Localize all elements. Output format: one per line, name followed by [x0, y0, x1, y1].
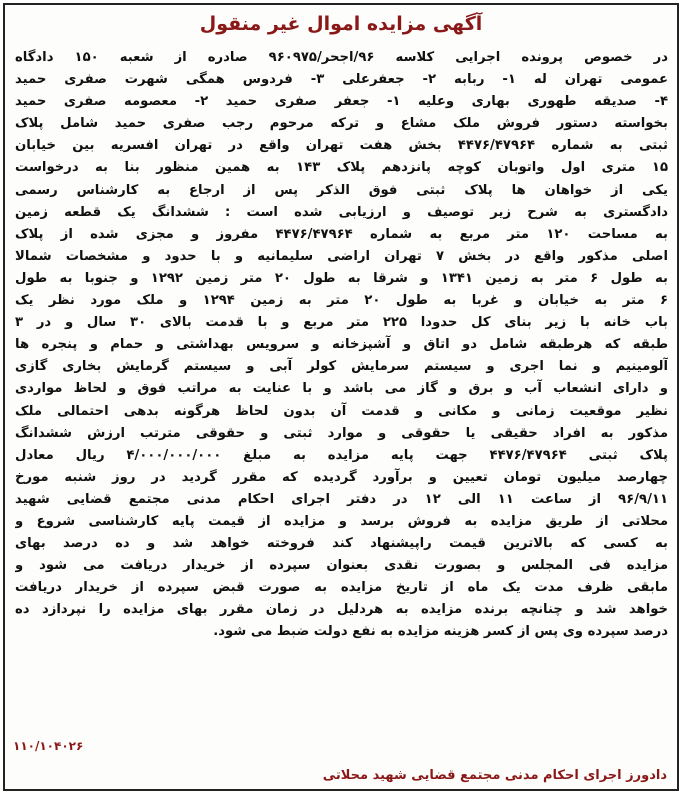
- notice-line: به مساحت ۱۲۰ متر مربع به شماره ۴۴۷۶/۴۷۹۶۴ مفروز و مجزی شده از پلاک: [15, 226, 668, 242]
- notice-title: آگهی مزایده اموال غیر منقول: [199, 13, 483, 35]
- notice-line: ۱۵ متری اول واتوبان کوچه پانزدهم پلاک ۱۴۳ به همین منظور بنا به درخواست: [15, 160, 668, 176]
- notice-line: محلاتی از طریق مزایده به فروش برسد و مزایده از قیمت پایه کارشناسی شروع و: [15, 513, 668, 529]
- auction-notice: [3, 3, 679, 791]
- notice-code: ۱۱۰/۱۰۴۰۲۶: [13, 739, 84, 753]
- notice-line: به طول ۶ متر به زمین ۱۳۴۱ و شرقا به طول ۲۰ متر زمین ۱۲۹۲ و جنوبا به طول: [15, 270, 668, 286]
- notice-line: اصلی مذکور واقع در بخش ۷ تهران اراضی سلیمانیه و با حدود و مشخصات شمالا: [15, 248, 668, 264]
- notice-line: طبقه که هرطبقه شامل دو اتاق و آشپزخانه و سرویس بهداشتی و حمام و پنجره ها: [15, 337, 668, 353]
- notice-line: بخواسته دستور فروش ملک مشاع و ترکه مرحوم رجب صفری حمید شامل پلاک: [15, 116, 668, 132]
- notice-line: و دارای انشعاب آب و برق و گاز می باشد و با عنایت به مراتب فوق و لحاظ مواردی: [15, 381, 668, 397]
- notice-line: یکی از خواهان ها پلاک ثبتی فوق الذکر پس از ارجاع به کارشناس رسمی: [15, 182, 668, 198]
- notice-footer: [13, 739, 667, 785]
- notice-line: مذکور به افراد حقیقی یا حقوقی و موارد ثبتی و حقوقی مترتب ارزش ششدانگ: [15, 425, 668, 441]
- notice-line: آلومینیم و نما اجری و سیستم سرمایش کولر آبی و سیستم گرمایش بخاری گازی: [15, 359, 668, 375]
- notice-line: عمومی تهران له ۱- ربابه ۲- جعفرعلی ۳- فردوس همگی شهرت صفری حمید: [15, 72, 668, 88]
- notice-line: مزایده فی المجلس و بصورت نقدی بعنوان سپرده از خریدار دریافت می شود و: [15, 558, 668, 574]
- notice-line: نظیر موقعیت زمانی و مکانی و قدمت آن بدون لحاظ هرگونه بدهی احتمالی ملک: [15, 403, 668, 419]
- notice-line: ثبتی به شماره ۴۴۷۶/۴۷۹۶۴ بخش هفت تهران واقع در تهران افسریه بین خیابان: [15, 138, 668, 154]
- notice-line: چهارصد میلیون تومان تعیین و برآورد گردیده که مقرر گردید در روز شنبه مورخ: [15, 469, 668, 485]
- notice-line: خواهد شد و چنانچه برنده مزایده به هردلیل در زمان مقرر بهای مزایده را نپردازد ده: [15, 602, 668, 618]
- notice-line: درصد سپرده وی پس از کسر هزینه مزایده به نفع دولت ضبط می شود.: [213, 624, 668, 640]
- notice-line: ۹۶/۹/۱۱ از ساعت ۱۱ الی ۱۲ در دفتر اجرای احکام مدنی مجتمع قضایی شهید: [15, 491, 668, 507]
- notice-line: پلاک ثبتی ۴۴۷۶/۴۷۹۶۴ جهت پایه مزایده به مبلغ ۴/۰۰۰/۰۰۰/۰۰۰ ریال معادل: [15, 447, 668, 463]
- notice-line: به کسی که بالاترین قیمت راپیشنهاد کند فروخته خواهد شد و ده درصد بهای: [15, 536, 668, 552]
- notice-signature: دادورز اجرای احکام مدنی مجتمع قضایی شهید محلاتی: [322, 768, 667, 783]
- notice-body: [5, 47, 677, 644]
- notice-line: ۶ متر به خیابان و غربا به طول ۲۰ متر به زمین ۱۲۹۴ و ملک مورد نظر یک: [15, 293, 668, 309]
- notice-line: ۴- صدیقه طهوری بهاری وعلیه ۱- جعفر صفری حمید ۲- معصومه صفری حمید: [15, 94, 668, 110]
- notice-line: مابقی ظرف مدت یک ماه از تاریخ مزایده به صورت قبض سپرده از خریدار دریافت: [15, 580, 668, 596]
- notice-line: دادگستری به شرح زیر توصیف و ارزیابی شده است : ششدانگ یک قطعه زمین: [15, 204, 668, 220]
- notice-line: باب خانه با زیر بنای کل حدودا ۲۲۵ متر مربع و با قدمت بالای ۳۰ سال و در ۳: [15, 315, 668, 331]
- notice-line: در خصوص پرونده اجرایی کلاسه ۹۶/اجحر/۹۶۰۹۷۵ صادره از شعبه ۱۵۰ دادگاه: [15, 50, 668, 65]
